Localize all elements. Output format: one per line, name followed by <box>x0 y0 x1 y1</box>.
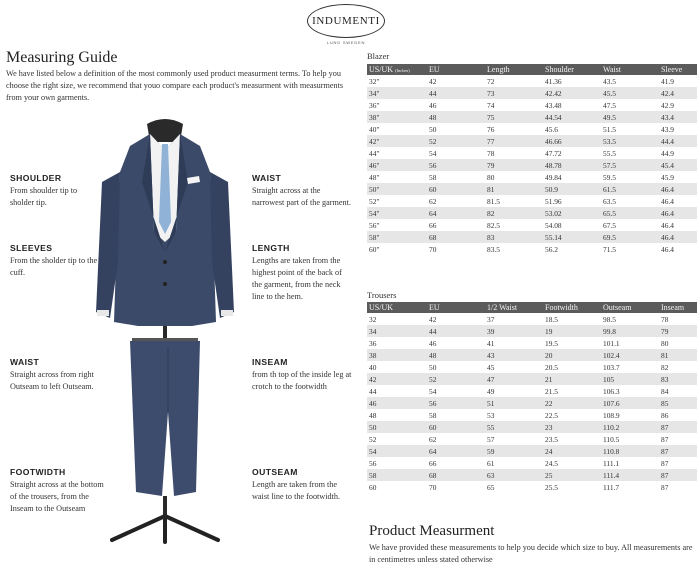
table-cell: 55.5 <box>599 147 657 159</box>
table-cell: 47.72 <box>541 147 599 159</box>
table-row <box>367 397 697 409</box>
col-header: Waist <box>599 64 657 75</box>
term-shoulder <box>10 172 100 209</box>
table-cell: 78 <box>657 313 697 325</box>
table-cell: 107.6 <box>599 397 657 409</box>
table-cell: 60" <box>367 243 425 255</box>
table-cell: 34 <box>367 325 425 337</box>
table-row <box>367 385 697 397</box>
logo-oval <box>307 4 385 38</box>
table-cell: 43.5 <box>599 75 657 87</box>
table-cell: 25 <box>541 469 599 481</box>
table-cell: 55 <box>483 421 541 433</box>
table-cell: 34" <box>367 87 425 99</box>
table-cell: 76 <box>483 123 541 135</box>
table-cell: 19 <box>541 325 599 337</box>
table-cell: 47 <box>483 373 541 385</box>
col-header: Outseam <box>599 302 657 313</box>
table-cell: 80 <box>657 337 697 349</box>
table-cell: 78 <box>483 147 541 159</box>
table-row <box>367 433 697 445</box>
table-cell: 80 <box>483 171 541 183</box>
table-cell: 51.5 <box>599 123 657 135</box>
table-row <box>367 123 697 135</box>
table-cell: 43.4 <box>657 111 697 123</box>
table-cell: 44" <box>367 147 425 159</box>
table-cell: 54" <box>367 207 425 219</box>
term-text: Straight across from right Outseam to left Outseam. <box>10 370 94 391</box>
table-cell: 44.54 <box>541 111 599 123</box>
table-cell: 20 <box>541 349 599 361</box>
term-name: WAIST <box>10 357 40 367</box>
table-cell: 50 <box>425 361 483 373</box>
table-cell: 64 <box>425 207 483 219</box>
table-cell: 105 <box>599 373 657 385</box>
col-header: US/UK (Inches) <box>367 64 425 75</box>
table-header-row <box>367 64 697 75</box>
table-cell: 42.42 <box>541 87 599 99</box>
table-cell: 40 <box>367 361 425 373</box>
table-cell: 87 <box>657 469 697 481</box>
table-cell: 54.08 <box>541 219 599 231</box>
table-cell: 24.5 <box>541 457 599 469</box>
term-text: Straight across at the narrowest part of the garment. <box>252 186 351 207</box>
left-cuff <box>97 310 109 316</box>
col-header: EU <box>425 64 483 75</box>
table-cell: 52 <box>425 135 483 147</box>
table-cell: 83 <box>657 373 697 385</box>
table-cell: 46" <box>367 159 425 171</box>
table-cell: 18.5 <box>541 313 599 325</box>
table-cell: 99.8 <box>599 325 657 337</box>
jacket-button <box>163 282 167 286</box>
table-cell: 48 <box>425 111 483 123</box>
table-cell: 87 <box>657 481 697 493</box>
term-text: From the sholder tip to the cuff. <box>10 256 98 277</box>
table-cell: 74 <box>483 99 541 111</box>
table-row <box>367 373 697 385</box>
col-header: US/UK <box>367 302 425 313</box>
table-cell: 41.9 <box>657 75 697 87</box>
table-cell: 46.4 <box>657 219 697 231</box>
table-cell: 53.5 <box>599 135 657 147</box>
table-cell: 111.4 <box>599 469 657 481</box>
table-row <box>367 231 697 243</box>
table-cell: 24 <box>541 445 599 457</box>
table-cell: 50 <box>425 123 483 135</box>
table-cell: 21.5 <box>541 385 599 397</box>
table-cell: 56" <box>367 219 425 231</box>
table-cell: 46 <box>367 397 425 409</box>
table-row <box>367 135 697 147</box>
table-cell: 86 <box>657 409 697 421</box>
table-cell: 83.5 <box>483 243 541 255</box>
table-row <box>367 75 697 87</box>
table-cell: 82.5 <box>483 219 541 231</box>
table-cell: 22.5 <box>541 409 599 421</box>
table-cell: 87 <box>657 457 697 469</box>
table-cell: 46.4 <box>657 207 697 219</box>
table-cell: 38" <box>367 111 425 123</box>
term-text: From shoulder tip to sholder tip. <box>10 186 78 207</box>
product-measurement-title: Product Measurment <box>369 523 495 539</box>
table-cell: 32" <box>367 75 425 87</box>
table-cell: 42 <box>425 75 483 87</box>
term-text: Length are taken from the waist line to the footwidth. <box>252 480 341 501</box>
table-cell: 23 <box>541 421 599 433</box>
table-cell: 81.5 <box>483 195 541 207</box>
table-cell: 58 <box>367 469 425 481</box>
table-cell: 66 <box>425 219 483 231</box>
table-cell: 43 <box>483 349 541 361</box>
table-cell: 43.48 <box>541 99 599 111</box>
term-name: LENGTH <box>252 243 290 253</box>
table-row <box>367 361 697 373</box>
product-measurement-text: We have provided these measurements to help you decide which size to buy. All measurements are in centimetres unless stated otherwise <box>369 543 693 564</box>
table-cell: 82 <box>483 207 541 219</box>
table-cell: 39 <box>483 325 541 337</box>
term-text: Straight across at the bottom of the trousers, from the Inseam to the Outseam <box>10 480 104 513</box>
trousers <box>130 341 200 496</box>
table-cell: 111.7 <box>599 481 657 493</box>
table-row <box>367 183 697 195</box>
table-row <box>367 207 697 219</box>
table-row <box>367 87 697 99</box>
table-cell: 54 <box>425 385 483 397</box>
term-name: WAIST <box>252 173 282 183</box>
table-cell: 47.5 <box>599 99 657 111</box>
table-cell: 61 <box>483 457 541 469</box>
table-cell: 57.5 <box>599 159 657 171</box>
table-cell: 52" <box>367 195 425 207</box>
table-cell: 42 <box>425 313 483 325</box>
table-cell: 108.9 <box>599 409 657 421</box>
table-cell: 79 <box>657 325 697 337</box>
table-cell: 48.78 <box>541 159 599 171</box>
table-cell: 50" <box>367 183 425 195</box>
table-cell: 65.5 <box>599 207 657 219</box>
table-cell: 23.5 <box>541 433 599 445</box>
table-cell: 44 <box>425 87 483 99</box>
table-row <box>367 99 697 111</box>
table-cell: 42" <box>367 135 425 147</box>
table-row <box>367 171 697 183</box>
table-cell: 81 <box>657 349 697 361</box>
term-name: OUTSEAM <box>252 467 298 477</box>
term-name: FOOTWIDTH <box>10 467 66 477</box>
table-cell: 98.5 <box>599 313 657 325</box>
table-cell: 66 <box>425 457 483 469</box>
table-cell: 59.5 <box>599 171 657 183</box>
table-row <box>367 421 697 433</box>
term-name: INSEAM <box>252 357 288 367</box>
table-row <box>367 469 697 481</box>
table-cell: 46.4 <box>657 243 697 255</box>
stand-pole <box>163 326 167 340</box>
table-cell: 22 <box>541 397 599 409</box>
table-cell: 106.3 <box>599 385 657 397</box>
guide-title: Measuring Guide <box>6 49 118 66</box>
table-cell: 41.36 <box>541 75 599 87</box>
table-cell: 101.1 <box>599 337 657 349</box>
table-cell: 45.9 <box>657 171 697 183</box>
table-cell: 71.5 <box>599 243 657 255</box>
table-row <box>367 111 697 123</box>
table-cell: 82 <box>657 361 697 373</box>
table-cell: 79 <box>483 159 541 171</box>
table-cell: 44.9 <box>657 147 697 159</box>
table-cell: 60 <box>425 183 483 195</box>
stand-base <box>112 516 218 542</box>
table-cell: 110.2 <box>599 421 657 433</box>
term-waist-blazer <box>252 172 352 209</box>
table-cell: 85 <box>657 397 697 409</box>
table-cell: 49.84 <box>541 171 599 183</box>
table-cell: 50.9 <box>541 183 599 195</box>
table-cell: 37 <box>483 313 541 325</box>
table-cell: 72 <box>483 75 541 87</box>
brand-name: INDUMENTI <box>312 15 380 27</box>
term-sleeves <box>10 242 100 279</box>
table-row <box>367 457 697 469</box>
table-cell: 19.5 <box>541 337 599 349</box>
table-cell: 73 <box>483 87 541 99</box>
brand-logo <box>307 4 385 46</box>
col-header: Length <box>483 64 541 75</box>
table-cell: 42.9 <box>657 99 697 111</box>
table-row <box>367 243 697 255</box>
table-cell: 40" <box>367 123 425 135</box>
term-inseam <box>252 356 352 393</box>
table-cell: 50 <box>367 421 425 433</box>
table-cell: 36" <box>367 99 425 111</box>
table-cell: 53 <box>483 409 541 421</box>
table-cell: 87 <box>657 421 697 433</box>
table-cell: 60 <box>367 481 425 493</box>
table-cell: 68 <box>425 469 483 481</box>
table-cell: 46.66 <box>541 135 599 147</box>
table-cell: 67.5 <box>599 219 657 231</box>
table-row <box>367 159 697 171</box>
table-cell: 68 <box>425 231 483 243</box>
table-cell: 58" <box>367 231 425 243</box>
table-cell: 46.4 <box>657 195 697 207</box>
table-cell: 46 <box>425 99 483 111</box>
trouser-hanger <box>132 338 198 341</box>
table-cell: 84 <box>657 385 697 397</box>
table-cell: 52 <box>425 373 483 385</box>
table-row <box>367 195 697 207</box>
table-row <box>367 313 697 325</box>
table-cell: 70 <box>425 481 483 493</box>
col-header: EU <box>425 302 483 313</box>
table-cell: 54 <box>367 445 425 457</box>
table-row <box>367 325 697 337</box>
table-cell: 48" <box>367 171 425 183</box>
table-cell: 38 <box>367 349 425 361</box>
jacket-button <box>163 260 167 264</box>
table-cell: 54 <box>425 147 483 159</box>
table-header-row <box>367 302 697 313</box>
table-cell: 87 <box>657 433 697 445</box>
table-cell: 110.5 <box>599 433 657 445</box>
trousers-size-table <box>367 302 697 493</box>
term-text: Lengths are taken from the highest point of the back of the garment, from the neck line to the hem. <box>252 256 342 301</box>
table-cell: 77 <box>483 135 541 147</box>
table-cell: 63.5 <box>599 195 657 207</box>
table-row <box>367 409 697 421</box>
table-row <box>367 349 697 361</box>
table-cell: 45 <box>483 361 541 373</box>
term-name: SLEEVES <box>10 243 53 253</box>
table-cell: 69.5 <box>599 231 657 243</box>
table-cell: 56.2 <box>541 243 599 255</box>
col-header: Shoulder <box>541 64 599 75</box>
col-header: Footwidth <box>541 302 599 313</box>
table-cell: 63 <box>483 469 541 481</box>
table-cell: 49.5 <box>599 111 657 123</box>
term-name: SHOULDER <box>10 173 62 183</box>
table-cell: 44 <box>367 385 425 397</box>
table-cell: 52 <box>367 433 425 445</box>
table-cell: 48 <box>367 409 425 421</box>
table-cell: 20.5 <box>541 361 599 373</box>
table-cell: 58 <box>425 409 483 421</box>
right-cuff <box>221 310 233 316</box>
table-cell: 56 <box>425 159 483 171</box>
table-cell: 21 <box>541 373 599 385</box>
table-cell: 46 <box>425 337 483 349</box>
table-cell: 102.4 <box>599 349 657 361</box>
table-cell: 62 <box>425 433 483 445</box>
trousers-label: Trousers <box>367 290 397 300</box>
table-cell: 49 <box>483 385 541 397</box>
col-header: Sleeve <box>657 64 697 75</box>
table-cell: 103.7 <box>599 361 657 373</box>
table-cell: 45.6 <box>541 123 599 135</box>
table-cell: 81 <box>483 183 541 195</box>
table-cell: 45.4 <box>657 159 697 171</box>
table-cell: 87 <box>657 445 697 457</box>
table-cell: 46.4 <box>657 183 697 195</box>
table-cell: 59 <box>483 445 541 457</box>
table-cell: 65 <box>483 481 541 493</box>
table-cell: 110.8 <box>599 445 657 457</box>
blazer-label: Blazer <box>367 51 390 61</box>
table-cell: 83 <box>483 231 541 243</box>
table-cell: 56 <box>367 457 425 469</box>
table-cell: 44 <box>425 325 483 337</box>
guide-intro: We have listed below a definition of the most commonly used product measurment terms. To help you choose the right size, we recommend that youo compare each product's measurment with measurments from your own garments. <box>6 69 344 102</box>
table-cell: 61.5 <box>599 183 657 195</box>
table-cell: 57 <box>483 433 541 445</box>
col-header: Inseam <box>657 302 697 313</box>
table-cell: 58 <box>425 171 483 183</box>
table-row <box>367 337 697 349</box>
table-cell: 45.5 <box>599 87 657 99</box>
term-length <box>252 242 352 303</box>
table-cell: 42.4 <box>657 87 697 99</box>
table-cell: 41 <box>483 337 541 349</box>
table-cell: 25.5 <box>541 481 599 493</box>
table-cell: 51.96 <box>541 195 599 207</box>
term-text: from th top of the inside leg at crotch to the footwidth <box>252 370 352 391</box>
table-row <box>367 445 697 457</box>
table-cell: 43.9 <box>657 123 697 135</box>
table-cell: 75 <box>483 111 541 123</box>
col-header: 1/2 Waist <box>483 302 541 313</box>
table-cell: 56 <box>425 397 483 409</box>
table-cell: 64 <box>425 445 483 457</box>
term-outseam <box>252 466 352 503</box>
table-row <box>367 219 697 231</box>
table-cell: 48 <box>425 349 483 361</box>
table-cell: 32 <box>367 313 425 325</box>
blazer-size-table <box>367 64 697 255</box>
table-cell: 51 <box>483 397 541 409</box>
table-row <box>367 147 697 159</box>
table-row <box>367 481 697 493</box>
table-cell: 46.4 <box>657 231 697 243</box>
table-cell: 111.1 <box>599 457 657 469</box>
table-cell: 42 <box>367 373 425 385</box>
table-cell: 60 <box>425 421 483 433</box>
table-cell: 44.4 <box>657 135 697 147</box>
table-cell: 36 <box>367 337 425 349</box>
brand-tagline: LUND SWEDEN <box>326 40 366 45</box>
suit-illustration <box>92 112 238 544</box>
table-cell: 62 <box>425 195 483 207</box>
table-cell: 55.14 <box>541 231 599 243</box>
table-cell: 70 <box>425 243 483 255</box>
table-cell: 53.02 <box>541 207 599 219</box>
term-waist-trousers <box>10 356 100 393</box>
